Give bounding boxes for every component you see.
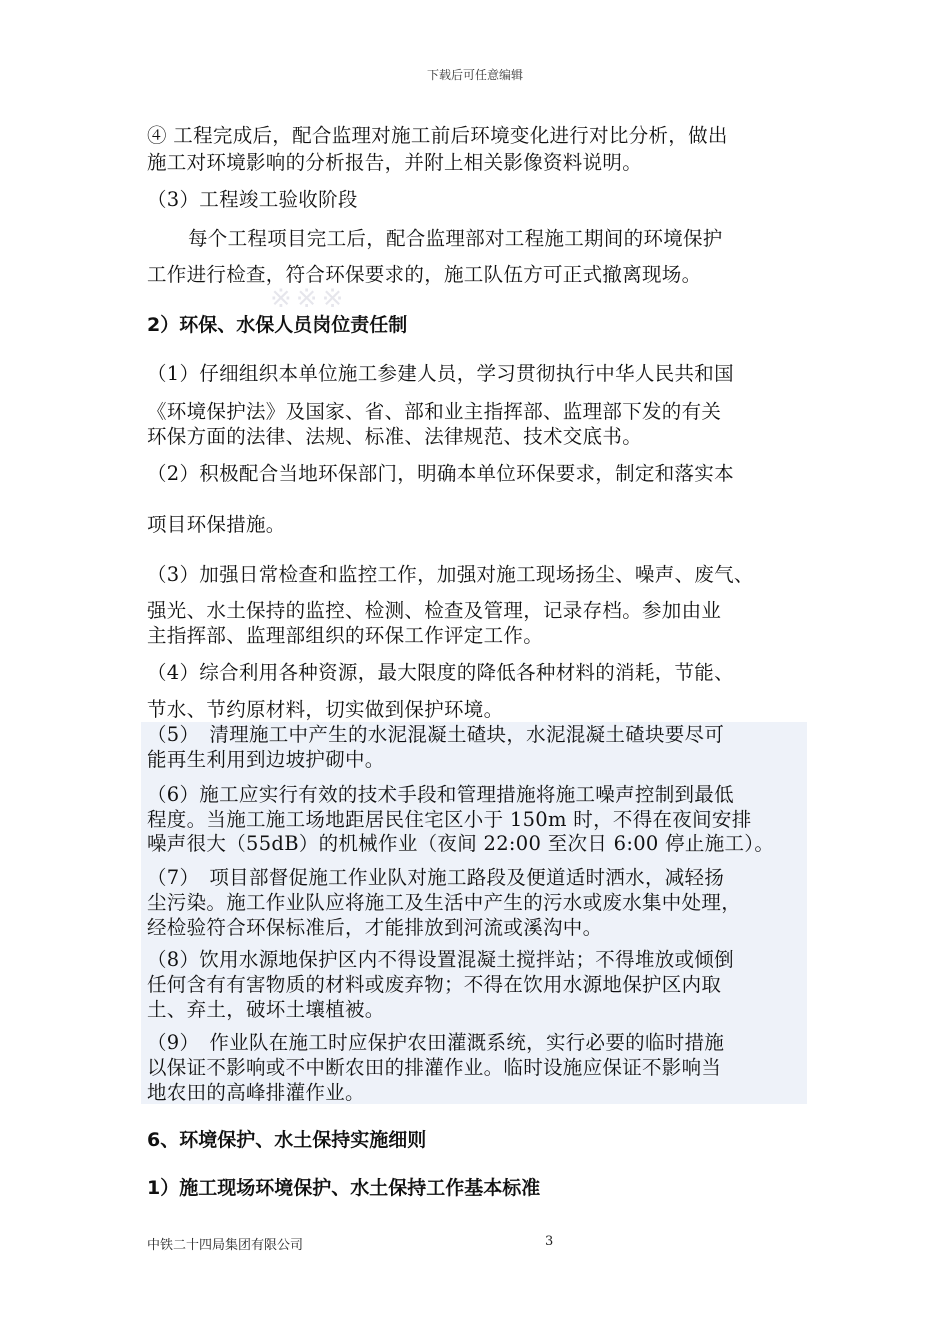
list-item-line: 以保证不影响或不中断农田的排灌作业。临时设施应保证不影响当 — [147, 1056, 722, 1079]
paragraph-line: 工作进行检查，符合环保要求的，施工队伍方可正式撤离现场。 — [147, 263, 702, 286]
list-item-line: 噪声很大（55dB）的机械作业（夜间 22:00 至次日 6:00 停止施工）。 — [147, 832, 775, 855]
list-item-line: （7） 项目部督促施工作业队对施工路段及便道适时洒水，减轻扬 — [147, 866, 725, 889]
section-heading: 1）施工现场环境保护、水土保持工作基本标准 — [147, 1177, 541, 1199]
list-item-line: 节水、节约原材料，切实做到保护环境。 — [147, 698, 504, 721]
list-item-line: （3）加强日常检查和监控工作，加强对施工现场扬尘、噪声、废气、 — [147, 563, 754, 586]
section-heading: 2）环保、水保人员岗位责任制 — [147, 314, 408, 336]
list-item-line: 地农田的高峰排灌作业。 — [147, 1081, 365, 1104]
list-item-line: 任何含有有害物质的材料或废弃物；不得在饮用水源地保护区内取 — [147, 973, 722, 996]
list-item-line: 尘污染。施工作业队应将施工及生活中产生的污水或废水集中处理， — [147, 891, 742, 914]
list-item-line: （2）积极配合当地环保部门，明确本单位环保要求，制定和落实本 — [147, 462, 734, 485]
list-item-line: （1）仔细组织本单位施工参建人员，学习贯彻执行中华人民共和国 — [147, 362, 734, 385]
list-item-line: 强光、水土保持的监控、检测、检查及管理，记录存档。参加由业 — [147, 599, 722, 622]
paragraph-line: 施工对环境影响的分析报告，并附上相关影像资料说明。 — [147, 151, 643, 174]
page-header: 下载后可任意编辑 — [426, 68, 523, 82]
list-item-line: （9） 作业队在施工时应保护农田灌溉系统，实行必要的临时措施 — [147, 1031, 725, 1054]
list-item-line: （6）施工应实行有效的技术手段和管理措施将施工噪声控制到最低 — [147, 783, 734, 806]
list-item-line: （8）饮用水源地保护区内不得设置混凝土搅拌站；不得堆放或倾倒 — [147, 948, 734, 971]
paragraph-line: ④ 工程完成后，配合监理对施工前后环境变化进行对比分析，做出 — [147, 124, 728, 147]
list-item-line: 项目环保措施。 — [147, 513, 286, 536]
footer-company: 中铁二十四局集团有限公司 — [147, 1238, 304, 1253]
list-item-line: （4）综合利用各种资源，最大限度的降低各种材料的消耗，节能、 — [147, 661, 734, 684]
list-item-line: 能再生利用到边坡护砌中。 — [147, 748, 385, 771]
list-item-line: 主指挥部、监理部组织的环保工作评定工作。 — [147, 624, 544, 647]
list-item-line: 程度。当施工施工场地距居民住宅区小于 150m 时，不得在夜间安排 — [147, 808, 752, 831]
list-item-line: 经检验符合环保标准后，才能排放到河流或溪沟中。 — [147, 916, 603, 939]
list-item-line: 环保方面的法律、法规、标准、法律规范、技术交底书。 — [147, 425, 643, 448]
page-number: 3 — [545, 1234, 554, 1249]
list-item-line: 《环境保护法》及国家、省、部和业主指挥部、监理部下发的有关 — [147, 400, 722, 423]
watermark: ※※※ — [270, 284, 348, 314]
list-item-line: （5） 清理施工中产生的水泥混凝土碴块，水泥混凝土碴块要尽可 — [147, 723, 725, 746]
paragraph-line: 每个工程项目完工后，配合监理部对工程施工期间的环境保护 — [188, 227, 723, 250]
list-item-line: 土、弃土，破坏土壤植被。 — [147, 998, 385, 1021]
section-subheading: （3）工程竣工验收阶段 — [147, 188, 358, 211]
section-heading: 6、环境保护、水土保持实施细则 — [147, 1129, 427, 1151]
